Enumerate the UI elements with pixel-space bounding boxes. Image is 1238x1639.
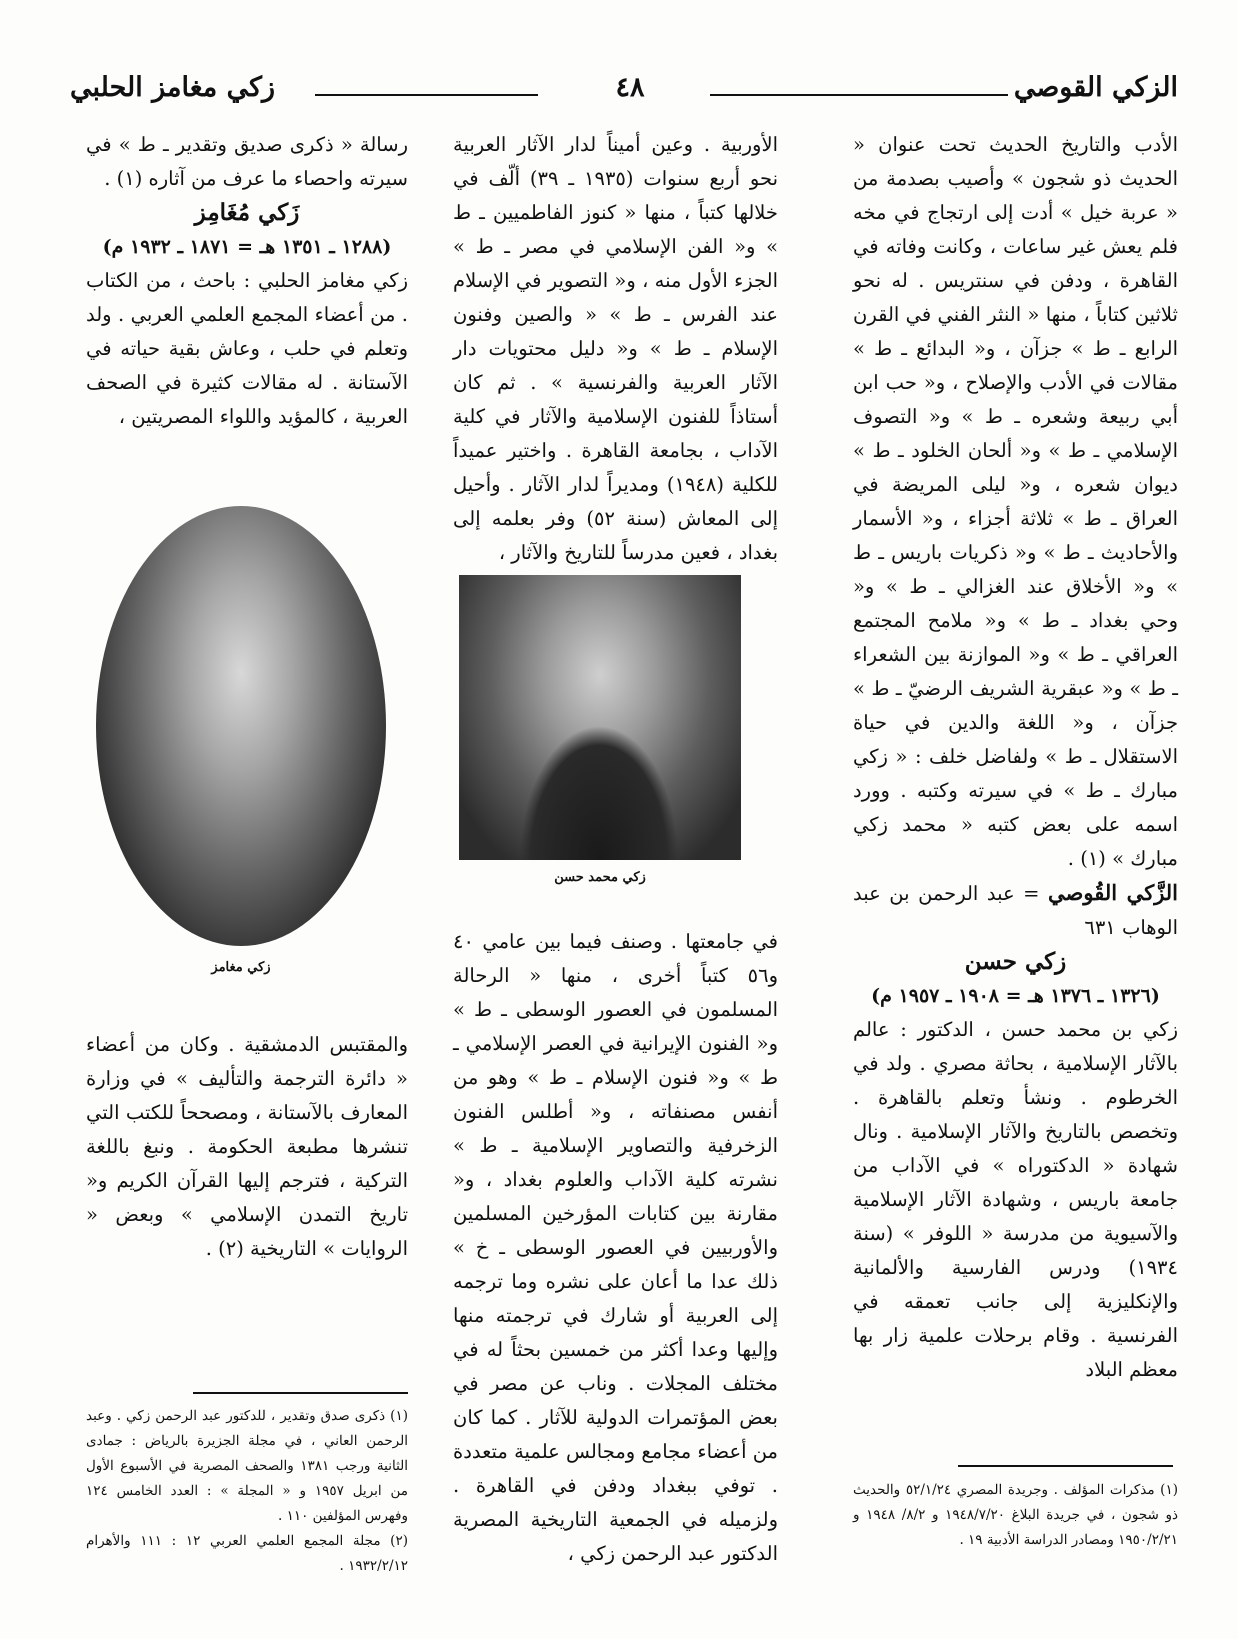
header-right-title: الزكي القوصي bbox=[1013, 72, 1178, 103]
footnote: (٢) مجلة المجمع العلمي العربي ١٢ : ١١١ والأهرام ١٩٣٢/٢/١٢ . bbox=[86, 1533, 408, 1574]
entry-text: زكي بن محمد حسن ، الدكتور : عالم بالآثار الإسلامية ، بحاثة مصري . ولد في الخرطوم . ونشأ وتعلم بالقاهرة . وتخصص بالتاريخ والآثار الإسلامية . ونال شهادة « الدكتوراه » في الآداب من جامعة باريس ، وشهادة الآثار الإسلامية والآسيوية من مدرسة « اللوفر » (سنة ١٩٣٤) ودرس الفارسية والألمانية والإنكليزية إلى جانب تعمقه في الفرنسية . وقام برحلات علمية زار بها معظم البلاد bbox=[853, 1018, 1178, 1381]
column-right bbox=[853, 128, 1178, 1387]
footnote-rule bbox=[958, 1465, 1173, 1467]
entry-text: والمقتبس الدمشقية . وكان من أعضاء « دائرة الترجمة والتأليف » في وزارة المعارف بالآستانة ، ومصححاً للكتب التي تنشرها مطبعة الحكومة . ونبغ باللغة التركية ، فترجم إليها القرآن الكريم و« تاريخ التمدن الإسلامي » وبعض « الروايات » التاريخية (٢) . bbox=[86, 1033, 408, 1260]
column-left bbox=[86, 128, 408, 434]
header-rule-left bbox=[315, 94, 538, 96]
column-left-lower bbox=[86, 1028, 408, 1266]
column-middle bbox=[453, 128, 778, 570]
entry-text: الأوربية . وعين أميناً لدار الآثار العربية نحو أربع سنوات (١٩٣٥ ـ ٣٩) ألّف في خلالها كتباً ، منها « كنوز الفاطميين ـ ط » و« الفن الإسلامي في مصر ـ ط » الجزء الأول منه ، و« التصوير في الإسلام عند الفرس ـ ط » « والصين وفنون الإسلام ـ ط » و« دليل محتويات دار الآثار العربية والفرنسية » . ثم كان أستاذاً للفنون الإسلامية والآثار في كلية الآداب ، بجامعة القاهرة . واختير عميداً للكلية (١٩٤٨) ومديراً لدار الآثار . وأحيل إلى المعاش (سنة ٥٢) وفر بعلمه إلى بغداد ، فعين مدرساً للتاريخ والآثار ، bbox=[453, 133, 778, 564]
entry-continuation-text: الأدب والتاريخ الحديث تحت عنوان « الحديث ذو شجون » وأصيب بصدمة من « عربة خيل » أدت إلى ارتجاج في مخه فلم يعش غير ساعات ، وكانت وفاته في القاهرة ، ودفن في سنتريس . له نحو ثلاثين كتاباً ، منها « النثر الفني في القرن الرابع ـ ط » جزآن ، و« البدائع ـ ط » مقالات في الأدب والإصلاح ، و« حب ابن أبي ربيعة وشعره ـ ط » و« التصوف الإسلامي ـ ط » و« ألحان الخلود ـ ط » ديوان شعره ، و« ليلى المريضة في العراق ـ ط » ثلاثة أجزاء ، و« الأسمار والأحاديث ـ ط » و« ذكريات باريس ـ ط » و« الأخلاق عند الغزالي ـ ط » و« وحي بغداد ـ ط » و« ملامح المجتمع العراقي ـ ط » و« الموازنة بين الشعراء ـ ط » و« عبقرية الشريف الرضيّ ـ ط » جزآن ، و« اللغة والدين في حياة الاستقلال ـ ط » ولفاضل خلف : « زكي مبارك ـ ط » في سيرته وكتبه . وورد اسمه على بعض كتبه « محمد زكي مبارك » (١) . bbox=[853, 133, 1178, 870]
photo-caption: زكي مغامز bbox=[211, 960, 271, 975]
footnote: (١) ذكرى صدق وتقدير ، للدكتور عبد الرحمن زكي . وعبد الرحمن العاني ، في مجلة الجزيرة بالرياض : جمادى الثانية ورجب ١٣٨١ والصحف المصرية في الأسبوع الأول من ابريل ١٩٥٧ و « المجلة » : العدد الخامس ١٢٤ وفهرس المؤلفين ١١٠ . bbox=[86, 1408, 409, 1524]
xref-name: الزَّكي القُوصي bbox=[1048, 880, 1179, 905]
entry-dates: (١٣٢٦ ـ ١٣٧٦ هـ = ١٩٠٨ ـ ١٩٥٧ م) bbox=[871, 985, 1160, 1007]
xref-target: = عبد الرحمن بن عبد الوهاب ٦٣١ bbox=[853, 882, 1178, 939]
portrait-photo bbox=[459, 575, 741, 860]
column-middle-lower bbox=[453, 925, 778, 1571]
footnotes-left bbox=[86, 1404, 408, 1579]
footnotes-right bbox=[853, 1478, 1178, 1553]
entry-continuation-text: رسالة « ذكرى صديق وتقدير ـ ط » في سيرته واحصاء ما عرف من آثاره (١) . bbox=[86, 133, 408, 190]
entry-text: زكي مغامز الحلبي : باحث ، من الكتاب . من أعضاء المجمع العلمي العربي . ولد وتعلم في حلب ، وعاش بقية حياته في الآستانة . له مقالات كثيرة في الصحف العربية ، كالمؤيد واللواء المصريتين ، bbox=[86, 269, 408, 428]
header-rule-right bbox=[710, 94, 1008, 96]
entry-heading: زكي حسن bbox=[964, 948, 1067, 975]
entry-heading: زَكي مُغَامِز bbox=[194, 199, 300, 226]
running-header bbox=[70, 72, 1178, 112]
oval-portrait-photo bbox=[96, 506, 386, 946]
header-left-title: زكي مغامز الحلبي bbox=[70, 72, 276, 103]
entry-dates: (١٢٨٨ ـ ١٣٥١ هـ = ١٨٧١ ـ ١٩٣٢ م) bbox=[102, 236, 392, 258]
footnote-rule bbox=[193, 1392, 408, 1394]
footnote: (١) مذكرات المؤلف . وجريدة المصري ٥٢/١/٢٤ والحديث ذو شجون ، في جريدة البلاغ ١٩٤٨/٧/٢٠ و ٨/٢/ ١٩٤٨ و ١٩٥٠/٢/٢١ ومصادر الدراسة الأدبية ١٩ . bbox=[853, 1482, 1178, 1548]
cross-reference bbox=[853, 876, 1178, 945]
photo-caption: زكي محمد حسن bbox=[554, 870, 646, 885]
entry-text: في جامعتها . وصنف فيما بين عامي ٤٠ و٥٦ كتباً أخرى ، منها « الرحالة المسلمون في العصور الوسطى ـ ط » و« الفنون الإيرانية في العصر الإسلامي ـ ط » و« فنون الإسلام ـ ط » وهو من أنفس مصنفاته ، و« أطلس الفنون الزخرفية والتصاوير الإسلامية ـ ط » نشرته كلية الآداب والعلوم بغداد ، و« مقارنة بين كتابات المؤرخين المسلمين والأوربيين في العصور الوسطى ـ خ » ذلك عدا ما أعان على نشره وما ترجمه إلى العربية أو شارك في ترجمته منها وإليها وعدا أكثر من خمسين بحثاً له في مختلف المجلات . وناب عن مصر في بعض المؤتمرات الدولية للآثار . كما كان من أعضاء مجامع ومجالس علمية متعددة . توفي ببغداد ودفن في القاهرة . ولزميله في الجمعية التاريخية المصرية الدكتور عبد الرحمن زكي ، bbox=[453, 930, 778, 1565]
page-number: ٤٨ bbox=[615, 72, 645, 103]
